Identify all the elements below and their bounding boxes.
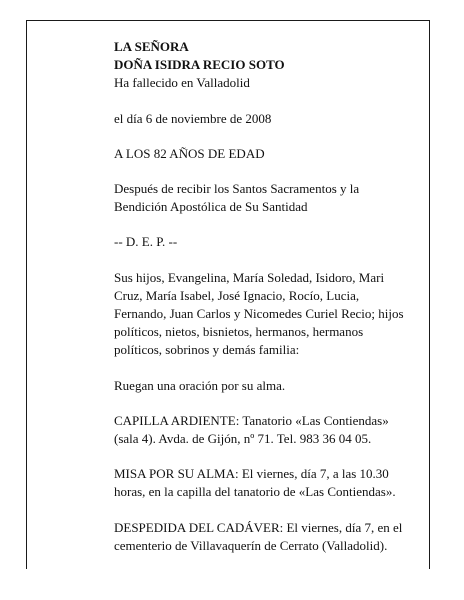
deceased-title: LA SEÑORA (114, 39, 189, 54)
death-date: el día 6 de noviembre de 2008 (114, 110, 272, 126)
misa-line-1: MISA POR SU ALMA: El viernes, día 7, a las 10.30 (114, 466, 389, 482)
sacraments-line-2: Bendición Apostólica de Su Santidad (114, 199, 308, 215)
capilla-line-2: (sala 4). Avda. de Gijón, nº 71. Tel. 983 36 04 05. (114, 431, 372, 447)
misa-line-2: horas, en la capilla del tanatorio de «Las Contiendas». (114, 484, 396, 500)
age-line: A LOS 82 AÑOS DE EDAD (114, 145, 265, 161)
family-line-3: Fernando, Juan Carlos y Nicomedes Curiel Recio; hijos (114, 306, 404, 322)
prayer-line: Ruegan una oración por su alma. (114, 377, 286, 393)
sacraments-line-1: Después de recibir los Santos Sacramentos y la (114, 181, 360, 197)
despedida-line-2: cementerio de Villavaquerín de Cerrato (Valladolid). (114, 537, 388, 553)
obituary-text (114, 38, 434, 555)
family-line-5: políticos, sobrinos y demás familia: (114, 342, 300, 358)
family-line-2: Cruz, María Isabel, José Ignacio, Rocío, Lucia, (114, 287, 360, 303)
deceased-name: DOÑA ISIDRA RECIO SOTO (114, 57, 285, 73)
despedida-line-1: DESPEDIDA DEL CADÁVER: El viernes, día 7, en el (114, 519, 403, 535)
death-place: Ha fallecido en Valladolid (114, 75, 250, 91)
dep-line: -- D. E. P. -- (114, 234, 178, 250)
capilla-line-1: CAPILLA ARDIENTE: Tanatorio «Las Contiendas» (114, 412, 389, 428)
family-line-1: Sus hijos, Evangelina, María Soledad, Isidoro, Mari (114, 269, 385, 285)
family-line-4: políticos, nietos, bisnietos, hermanos, hermanos (114, 324, 364, 340)
